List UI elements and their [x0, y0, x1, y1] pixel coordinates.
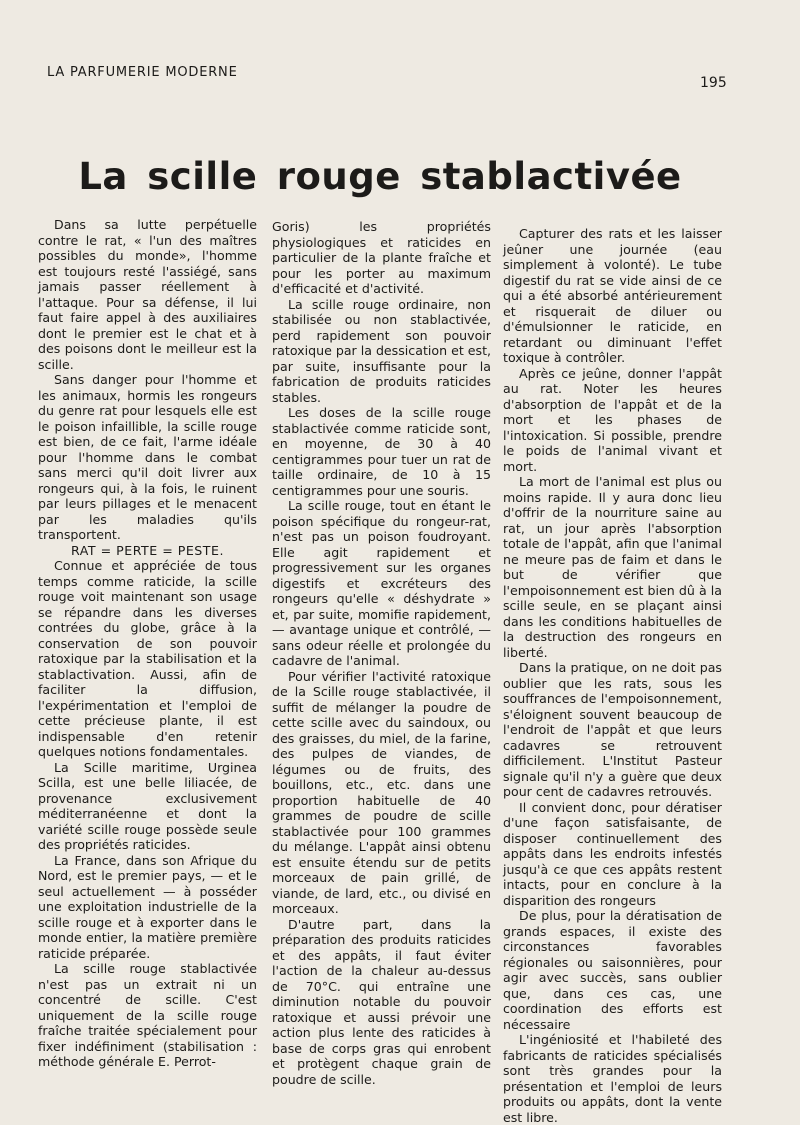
paragraph: La scille rouge stablactivée n'est pas un extrait ni un concentré de scille. C'est uniquement de la scille rouge fraîche traitée spécialement pour fixer indéfiniment (stabilisation : méthode générale E. Perrot-	[38, 961, 257, 1069]
paragraph: De plus, pour la dératisation de grands espaces, il existe des circonstances favorables régionales ou saisonnières, pour agir avec succès, sans oublier que, dans ces cas, une coordination des efforts est nécessaire	[503, 908, 722, 1032]
text-column-2	[272, 219, 491, 1087]
paragraph: Il convient donc, pour dératiser d'une façon satisfaisante, de disposer continuellement des appâts dans les endroits infestés jusqu'à ce que ces appâts restent intacts, pour en conclure à la disparition des rongeurs	[503, 799, 722, 908]
paragraph: Capturer des rats et les laisser jeûner une journée (eau simplement à volonté). Le tube digestif du rat se vide ainsi de ce qui a été absorbé antérieurement et risquerait de diluer ou d'émulsionner le raticide, en retardant ou diminuant l'effet toxique à contrôler.	[503, 226, 722, 365]
paragraph: Pour vérifier l'activité ratoxique de la Scille rouge stablactivée, il suffit de mélanger la poudre de cette scille avec du saindoux, ou des graisses, du miel, de la farine, des pulpes de viandes, de légumes ou de fruits, des bouillons, etc., etc. dans une proportion habituelle de 40 grammes de poudre de scille stablactivée pour 100 grammes du mélange. L'appât ainsi obtenu est ensuite étendu sur de petits morceaux de pain grillé, de viande, de lard, etc., ou divisé en morceaux.	[272, 668, 491, 916]
article-title: La scille rouge stablactivée	[78, 154, 682, 198]
slogan: RAT = PERTE = PESTE.	[71, 542, 224, 558]
paragraph: La scille rouge, tout en étant le poison spécifique du rongeur-rat, n'est pas un poison foudroyant. Elle agit rapidement et progressivement sur les organes digestifs et excréteurs des rongeurs qu'elle « déshydrate » et, par suite, momifie rapidement, — avantage unique et contrôlé, — sans odeur réelle et prolongée du cadavre de l'animal.	[272, 498, 491, 668]
paragraph: Connue et appréciée de tous temps comme raticide, la scille rouge voit maintenant son usage se répandre dans les diverses contrées du globe, grâce à la conservation de son pouvoir ratoxique par la stabilisation et la stablactivation. Aussi, afin de faciliter la diffusion, l'expérimentation et l'emploi de cette précieuse plante, il est indispensable d'en retenir quelques notions fondamentales.	[38, 558, 257, 759]
paragraph: Dans sa lutte perpétuelle contre le rat, « l'un des maîtres possibles du monde», l'homme est toujours resté l'assiégé, sans jamais passer réellement à l'attaque. Pour sa défense, il lui faut faire appel à des auxiliaires dont le premier est le chat et à des poisons dont le meilleur est la scille.	[38, 217, 257, 372]
paragraph: La scille rouge ordinaire, non stabilisée ou non stablactivée, perd rapidement son pouvoir ratoxique par la dessication et est, par suite, insuffisante pour la fabrication de produits raticides stables.	[272, 296, 492, 405]
paragraph: Goris) les propriétés physiologiques et raticides en particulier de la plante fraîche et pour les porter au maximum d'efficacité et d'activité.	[272, 219, 491, 296]
paragraph: D'autre part, dans la préparation des produits raticides et des appâts, il faut éviter l'action de la chaleur au-dessus de 70°C. qui entraîne une diminution notable du pouvoir ratoxique et aussi prévoir une action plus lente des raticides à base de corps gras qui enrobent et protègent chaque grain de poudre de scille.	[272, 916, 491, 1087]
paragraph: Sans danger pour l'homme et les animaux, hormis les rongeurs du genre rat pour lesquels elle est le poison infaillible, la scille rouge est bien, de ce fait, l'arme idéale pour l'homme dans le combat sans merci qu'il doit livrer aux rongeurs qui, à la fois, le ruinent par leurs pillages et le menacent par les maladies qu'ils transportent.	[38, 372, 257, 542]
paragraph: La France, dans son Afrique du Nord, est le premier pays, — et le seul actuellement — à posséder une exploitation industrielle de la scille rouge et à exporter dans le monde entier, la matière première raticide préparée.	[38, 852, 257, 961]
journal-name: LA PARFUMERIE MODERNE	[47, 65, 238, 80]
page-number: 195	[700, 75, 727, 91]
text-column-1	[38, 217, 257, 1070]
paragraph: Après ce jeûne, donner l'appât au rat. Noter les heures d'absorption de l'appât et de la mort et les phases de l'intoxication. Si possible, prendre le poids de l'animal vivant et mort.	[503, 365, 722, 474]
paragraph: La Scille maritime, Urginea Scilla, est une belle liliacée, de provenance exclusivement méditerranéenne et dont la variété scille rouge possède seule des propriétés raticides.	[38, 759, 257, 852]
paragraph: La mort de l'animal est plus ou moins rapide. Il y aura donc lieu d'offrir de la nourriture saine au rat, un jour après l'absorption totale de l'appât, afin que l'animal ne meure pas de faim et dans le but de vérifier que l'empoisonnement est bien dû à la scille seule, en se plaçant ainsi dans les conditions habituelles de la destruction des rongeurs en liberté.	[503, 474, 722, 660]
paragraph: Les doses de la scille rouge stablactivée comme raticide sont, en moyenne, de 30 à 40 centigrammes pour tuer un rat de taille ordinaire, de 10 à 15 centigrammes pour une souris.	[272, 405, 491, 498]
paragraph: Dans la pratique, on ne doit pas oublier que les rats, sous les souffrances de l'empoisonnement, s'éloignent souvent beaucoup de l'endroit de l'appât et que leurs cadavres se retrouvent difficilement. L'Institut Pasteur signale qu'il n'y a guère que deux pour cent de cadavres retrouvés.	[503, 660, 722, 799]
paragraph: L'ingéniosité et l'habileté des fabricants de raticides spécialisés sont très grandes pour la présentation et l'emploi de leurs produits ou appâts, dont la vente est libre.	[503, 1032, 722, 1125]
text-column-3	[503, 226, 722, 1125]
